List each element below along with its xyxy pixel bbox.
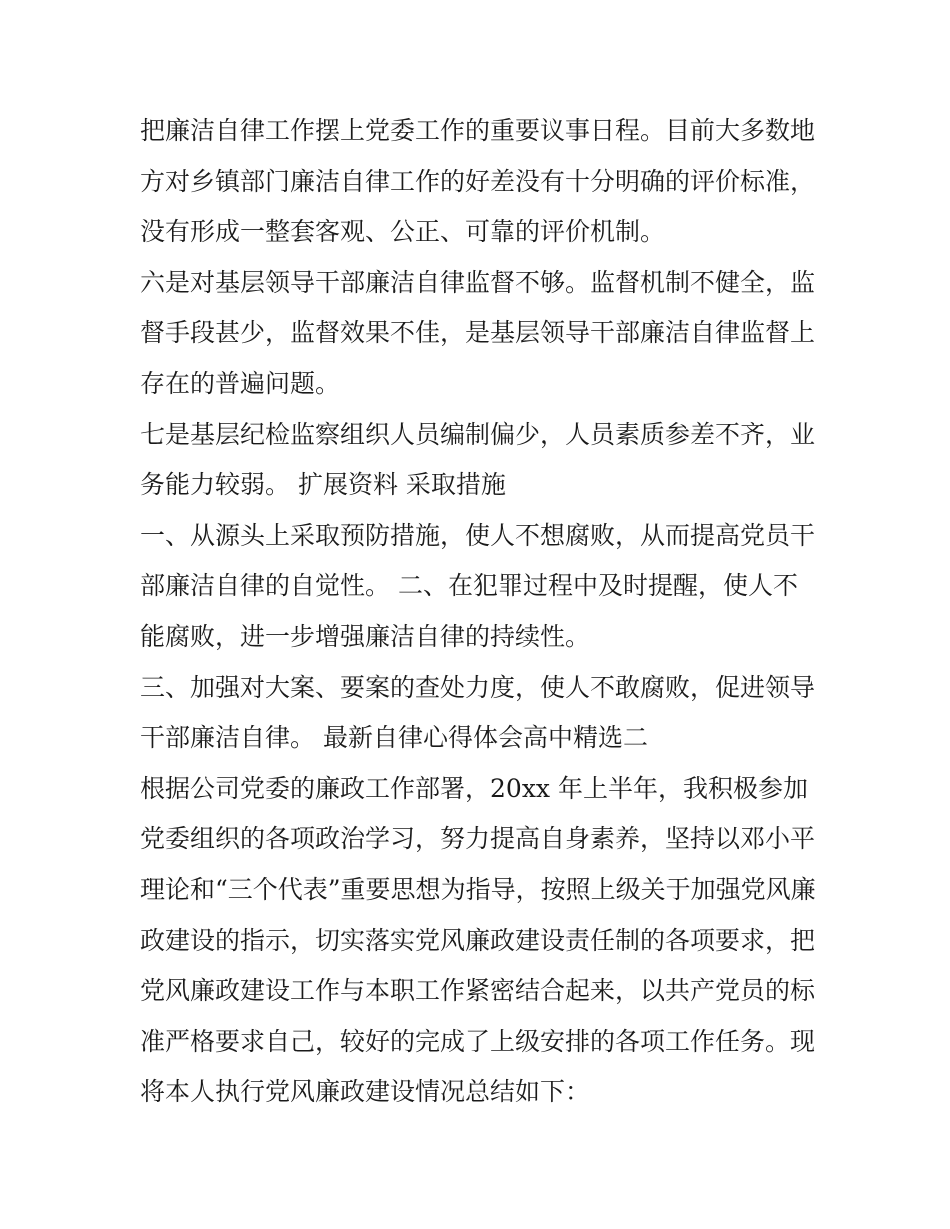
text-line: 党委组织的各项政治学习，努力提高自身素养，坚持以邓小平	[140, 824, 816, 854]
text-line: 七是基层纪检监察组织人员编制偏少，人员素质参差不齐，业	[140, 419, 816, 449]
text-line: 政建设的指示，切实落实党风廉政建设责任制的各项要求，把	[140, 925, 816, 955]
text-line: 准严格要求自己，较好的完成了上级安排的各项工作任务。现	[140, 1026, 816, 1056]
text-line: 一、从源头上采取预防措施，使人不想腐败，从而提高党员干	[140, 520, 816, 550]
text-line: 没有形成一整套客观、公正、可靠的评价机制。	[140, 217, 666, 247]
text-line: 把廉洁自律工作摆上党委工作的重要议事日程。目前大多数地	[140, 116, 816, 145]
text-line: 三、加强对大案、要案的查处力度，使人不敢腐败，促进领导	[140, 672, 816, 702]
text-line: 将本人执行党风廉政建设情况总结如下：	[140, 1077, 591, 1107]
text-line: 六是对基层领导干部廉洁自律监督不够。监督机制不健全，监	[140, 267, 816, 297]
text-line: 部廉洁自律的自觉性。 二、在犯罪过程中及时提醒，使人不	[140, 571, 798, 601]
text-line: 存在的普遍问题。	[140, 368, 341, 398]
text-line: 方对乡镇部门廉洁自律工作的好差没有十分明确的评价标准，	[140, 166, 816, 196]
text-line: 干部廉洁自律。 最新自律心得体会高中精选二	[140, 723, 648, 753]
text-line: 理论和“三个代表”重要思想为指导，按照上级关于加强党风廉	[140, 874, 816, 904]
text-line: 务能力较弱。 扩展资料 采取措施	[140, 470, 506, 500]
text-line: 能腐败，进一步增强廉洁自律的持续性。	[140, 621, 591, 651]
document-body	[140, 106, 820, 1118]
text-line: 党风廉政建设工作与本职工作紧密结合起来，以共产党员的标	[140, 976, 816, 1006]
text-line: 督手段甚少，监督效果不佳，是基层领导干部廉洁自律监督上	[140, 318, 816, 348]
text-line: 根据公司党委的廉政工作部署，20xx 年上半年，我积极参加	[140, 773, 808, 803]
